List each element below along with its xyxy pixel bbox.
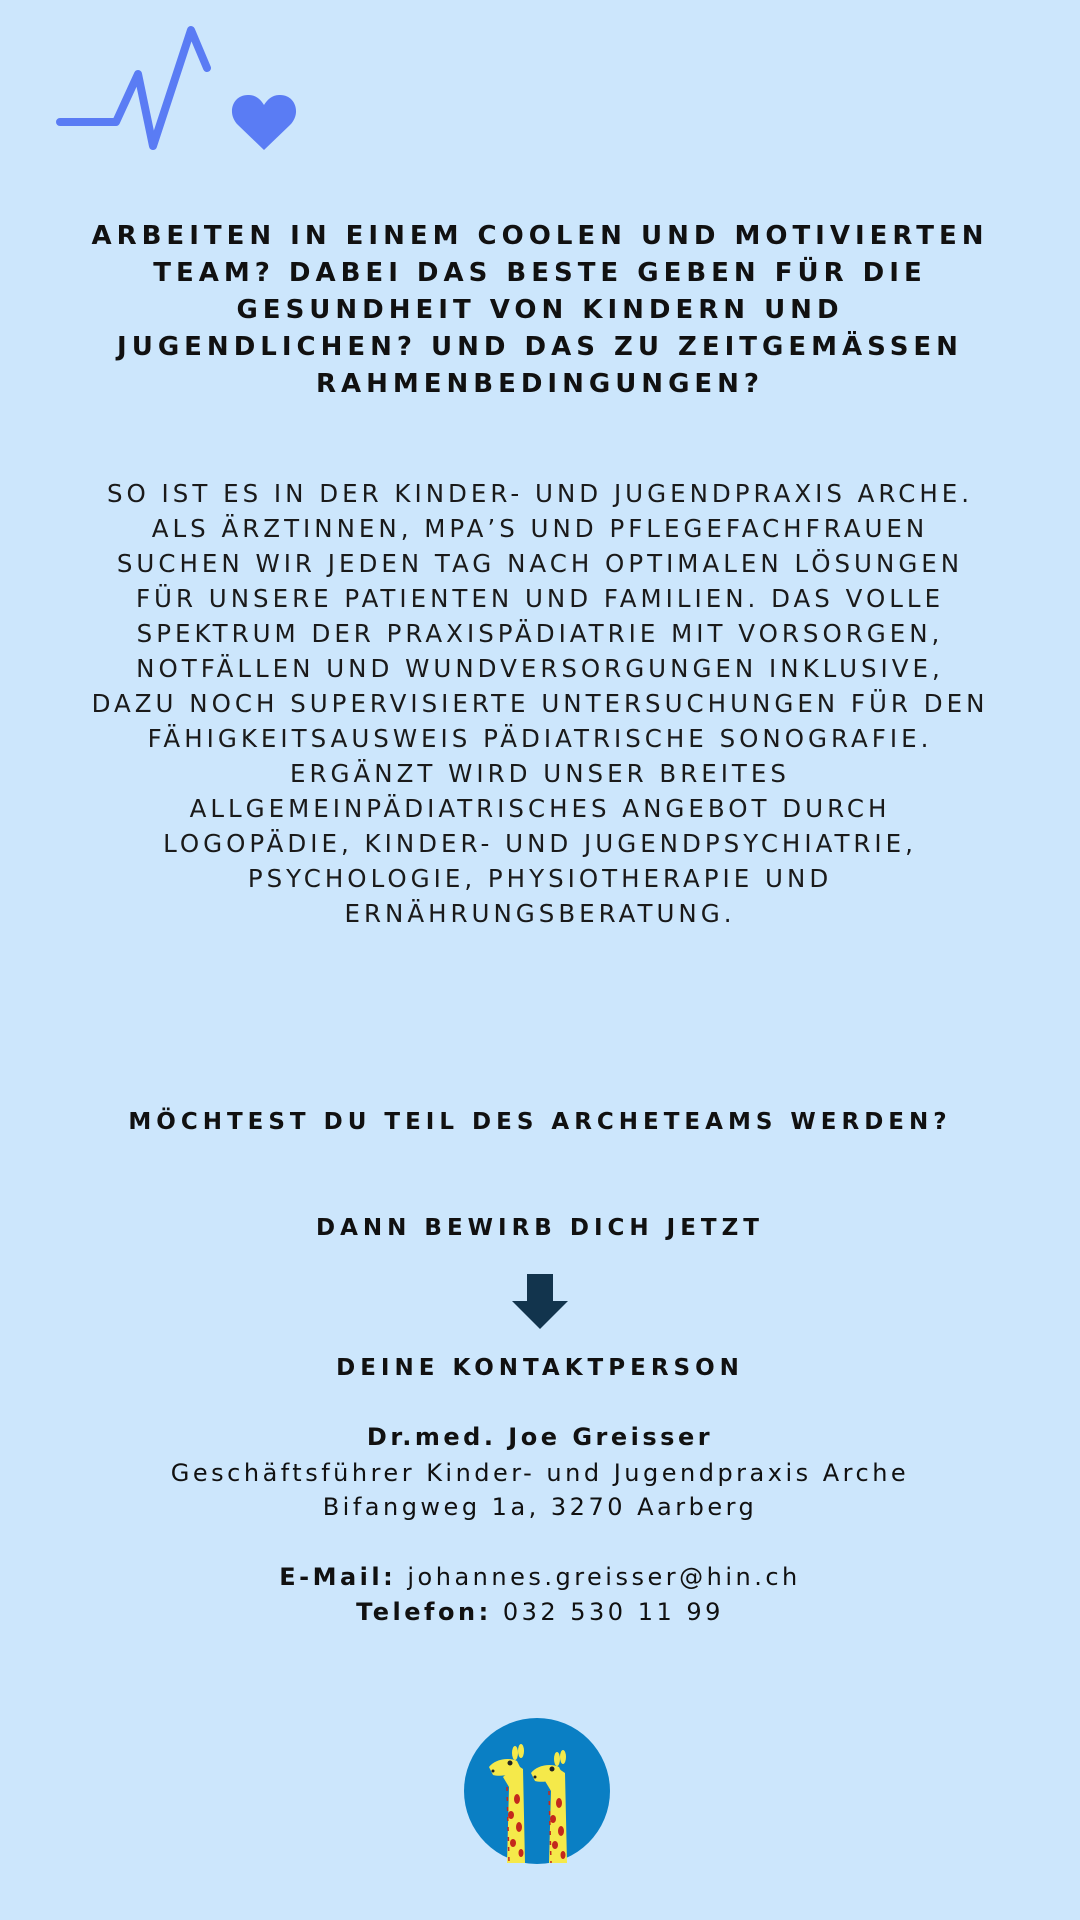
contact-phone-line: [60, 1595, 1020, 1629]
contact-name: Dr.med. Joe Greisser: [366, 1423, 714, 1451]
join-team-question: MÖCHTEST DU TEIL DES ARCHETEAMS WERDEN?: [128, 1109, 952, 1135]
contact-heading: DEINE KONTAKTPERSON: [336, 1355, 744, 1381]
contact-role: Geschäftsführer Kinder- und Jugendpraxis Arche: [170, 1459, 910, 1487]
arrow-down-icon: [510, 1272, 570, 1332]
phone-label: Telefon:: [356, 1598, 492, 1626]
heartbeat-heart-icon: [56, 24, 300, 194]
email-label: E-Mail:: [279, 1563, 397, 1591]
headline: ARBEITEN IN EINEM COOLEN UND MOTIVIERTEN TEAM? DABEI DAS BESTE GEBEN FÜR DIE GESUNDHEIT VON KINDERN UND JUGENDLICHEN? UND DAS ZU ZEITGEMÄSSEN RAHMENBEDINGUNGEN?: [91, 221, 989, 399]
email-address[interactable]: johannes.greisser@hin.ch: [407, 1563, 801, 1591]
contact-address: Bifangweg 1a, 3270 Aarberg: [322, 1493, 758, 1521]
phone-number[interactable]: 032 530 11 99: [502, 1598, 724, 1626]
contact-email-line: [60, 1560, 1020, 1594]
giraffes-logo: [463, 1717, 611, 1865]
body-text: SO IST ES IN DER KINDER- UND JUGENDPRAXIS ARCHE. ALS ÄRZTINNEN, MPA’S UND PFLEGEFACHFRAUEN SUCHEN WIR JEDEN TAG NACH OPTIMALEN LÖSUNGEN FÜR UNSERE PATIENTEN UND FAMILIEN. DAS VOLLE SPEKTRUM DER PRAXISPÄDIATRIE MIT VORSORGEN, NOTFÄLLEN UND WUNDVERSORGUNGEN INKLUSIVE, DAZU NOCH SUPERVISIERTE UNTERSUCHUNGEN FÜR DEN FÄHIGKEITSAUSWEIS PÄDIATRISCHE SONOGRAFIE. ERGÄNZT WIRD UNSER BREITES ALLGEMEINPÄDIATRISCHES ANGEBOT DURCH LOGOPÄDIE, KINDER- UND JUGENDPSYCHIATRIE, PSYCHOLOGIE, PHYSIOTHERAPIE UND ERNÄHRUNGSBERATUNG.: [91, 479, 989, 928]
apply-now-cta: DANN BEWIRB DICH JETZT: [316, 1215, 764, 1241]
